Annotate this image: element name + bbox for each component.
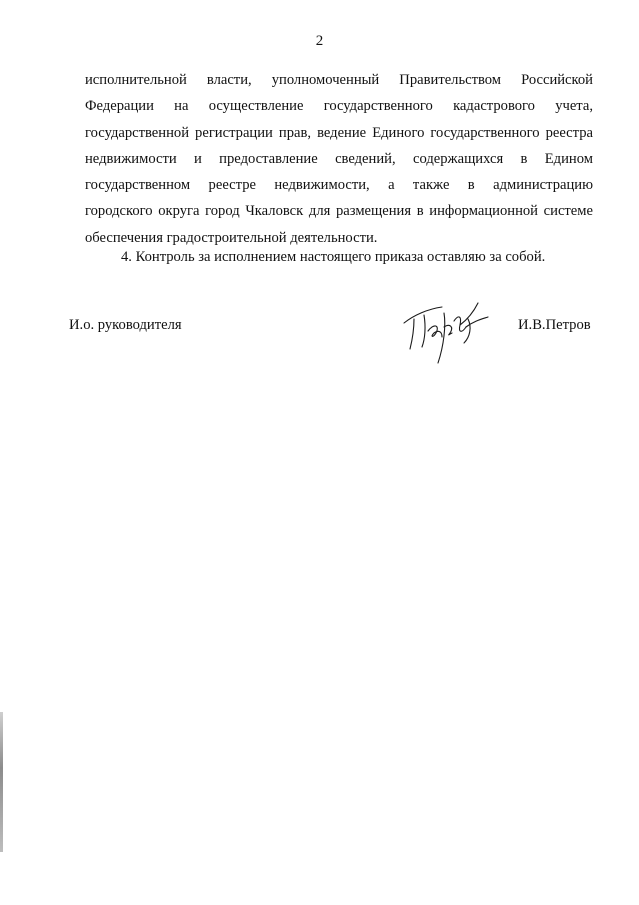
item-4: 4. Контроль за исполнением настоящего приказа оставляю за собой. (121, 249, 546, 265)
paragraph-line: недвижимости и предоставление сведений, содержащихся в Едином (85, 150, 593, 167)
scan-edge-mark (0, 712, 3, 852)
signatory-position: И.о. руководителя (69, 317, 182, 333)
paragraph-line: государственном реестре недвижимости, а также в администрацию (85, 177, 593, 194)
body-paragraph (85, 67, 593, 251)
signatory-name: И.В.Петров (518, 317, 591, 333)
page-number: 2 (315, 33, 324, 49)
paragraph-line: Федерации на осуществление государственного кадастрового учета, (85, 98, 593, 115)
paragraph-line: городского округа город Чкаловск для размещения в информационной системе (85, 203, 593, 220)
paragraph-line: обеспечения градостроительной деятельности. (85, 229, 378, 246)
paragraph-line: исполнительной власти, уполномоченный Правительством Российской (85, 72, 593, 88)
signature-icon (398, 297, 498, 367)
paragraph-line: государственной регистрации прав, ведение Единого государственного реестра (85, 124, 593, 141)
